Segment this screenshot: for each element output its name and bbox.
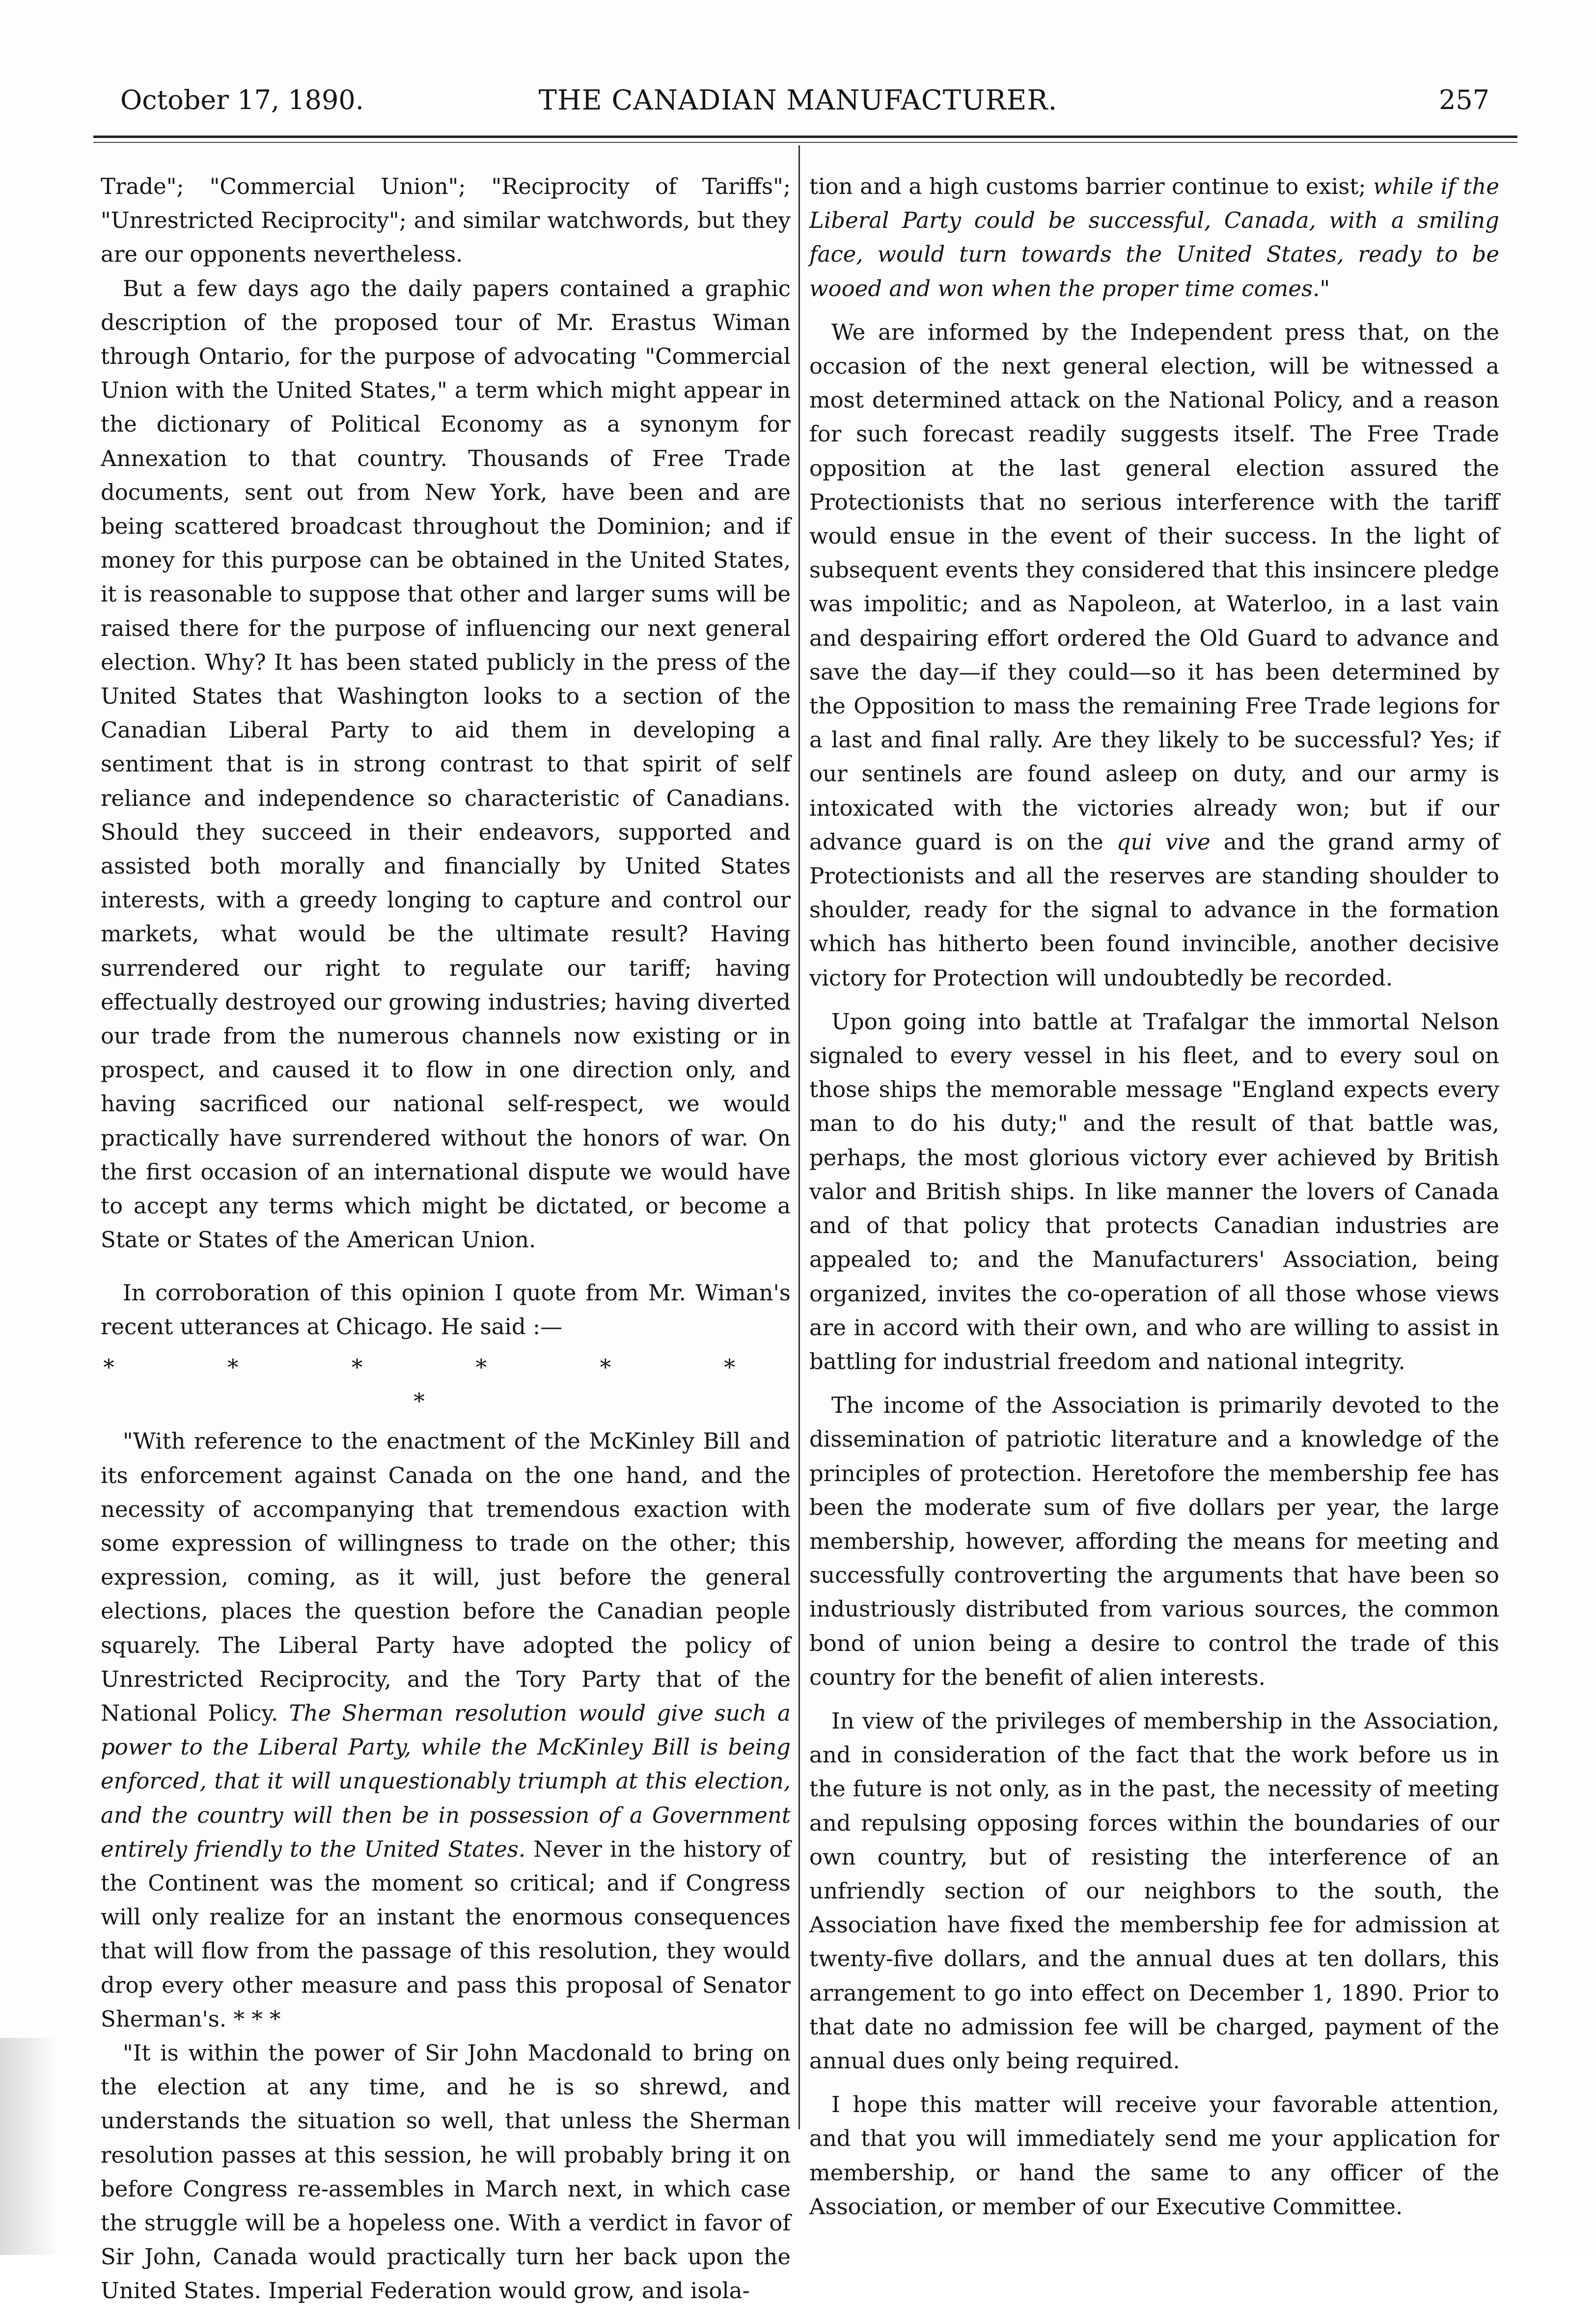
header-rule-thin [93, 142, 1517, 143]
left-paragraph-3: In corroboration of this opinion I quote from Mr. Wiman's recent utterances at Chicago. He said :— [101, 1279, 791, 1340]
left-paragraph-2: But a few days ago the daily papers contained a graphic description of the proposed tour of Mr. Erastus Wiman through Ontario, for the purpose of advocating "Commercial Union with the United States," a term which might appear in the dictionary of Political Economy as a synonym for Annexation to that country. Thousands of Free Trade documents, sent out from New York, have been and are being scattered broadcast throughout the Dominion; and if money for this purpose can be obtained in the United States, it is reasonable to suppose that other and larger sums will be raised there for the purpose of influencing our next general election. Why? It has been stated publicly in the press of the United States that Washington looks to a section of the Canadian Liberal Party to aid them in developing a sentiment that is in strong contrast to that spirit of self reliance and independence so characteristic of Canadians. Should they succeed in their endeavors, supported and assisted both morally and financially by United States interests, with a greedy longing to capture and control our markets, what would be the ultimate result? Having surrendered our right to regulate our tariff; having effectually destroyed our growing industries; having diverted our trade from the numerous channels now existing or in prospect, and caused it to flow in one direction only, and having sacrificed our national self-respect, we would practically have surrendered without the honors of war. On the first occasion of an international dispute we would have to accept any terms which might be dictated, or become a State or States of the American Union. [101, 275, 791, 1253]
right-paragraph-4: The income of the Association is primarily devoted to the dissemination of patriotic literature and a knowledge of the principles of protection. Heretofore the membership fee has been the moderate sum of five dollars per year, the large membership, however, affording the means for meeting and successfully controverting the arguments that have been so industriously distributed from various sources, the common bond of union being a desire to control the trade of this country for the benefit of alien interests. [809, 1392, 1499, 1690]
page-header [0, 0, 1596, 142]
left-column [101, 169, 791, 2308]
section-break-stars: * * * * * * * [103, 1354, 788, 1415]
publication-title: THE CANADIAN MANUFACTURER. [538, 84, 1058, 116]
right-paragraph-6: I hope this matter will receive your favorable attention, and that you will immediately send me your application for membership, or hand the same to any officer of the Association, or member of our Executive Committee. [809, 2091, 1499, 2220]
page-edge-shadow [0, 2038, 59, 2255]
left-paragraph-1: Trade"; "Commercial Union"; "Reciprocity of Tariffs"; "Unrestricted Reciprocity"; and similar watchwords, but they are our opponents nevertheless. [101, 173, 791, 268]
right-text-2a: We are informed by the Independent press that, on the occasion of the next general election, will be witnessed a most determined attack on the National Policy, and a reason for such forecast readily suggests itself. The Free Trade opposition at the last general election assured the Protectionists that no serious interference with the tariff would ensue in the event of their success. In the light of subsequent events they considered that this insincere pledge was impolitic; and as Napoleon, at Waterloo, in a last vain and despairing effort ordered the Old Guard to advance and save the day—if they could—so it has been determined by the Opposition to mass the remaining Free Trade legions for a last and final rally. Are they likely to be successful? Yes; if our sentinels are found asleep on duty, and our army is intoxicated with the victories already won; but if our advance guard is on the [809, 319, 1499, 855]
header-rule-thick [93, 136, 1517, 138]
right-text-2-italic: qui vive [1116, 828, 1211, 855]
right-text-2b: and the grand army of Protectionists and all the reserves are standing shoulder to shoulder, ready for the signal to advance in the formation which has hitherto been found invincible, another decisive victory for Protection will undoubtedly be recorded. [809, 828, 1499, 991]
right-paragraph-3: Upon going into battle at Trafalgar the immortal Nelson signaled to every vessel in his fleet, and to every soul on those ships the memorable message "England expects every man to do his duty;" and the result of that battle was, perhaps, the most glorious victory ever achieved by British valor and British ships. In like manner the lovers of Canada and of that policy that protects Canadian industries are appealed to; and the Manufacturers' Association, being organized, invites the co-operation of all those whose views are in accord with their own, and who are willing to assist in battling for industrial freedom and national integrity. [809, 1008, 1499, 1374]
column-divider [798, 145, 800, 2129]
page-number: 257 [1439, 84, 1490, 115]
left-paragraph-5: "It is within the power of Sir John Macdonald to bring on the election at any time, and he is so shrewd, and understands the situation so well, that unless the Sherman resolution passes at this session, he will probably bring it on before Congress re-assembles in March next, in which case the struggle will be a hopeless one. With a verdict in favor of Sir John, Canada would practically turn her back upon the United States. Imperial Federation would grow, and isola- [101, 2039, 791, 2304]
right-text-1b-italic: while if the Liberal Party could be successful, Canada, with a smiling face, would turn towards the United States, ready to be wooed and won when the proper time comes." [809, 173, 1499, 302]
right-column [809, 169, 1499, 2224]
right-paragraph-5: In view of the privileges of membership in the Association, and in consideration of the fact that the work before us in the future is not only, as in the past, the necessity of meeting and repulsing opposing forces within the boundaries of our own country, but of resisting the interference of an unfriendly section of our neighbors to the south, the Association have fixed the membership fee for admission at twenty-five dollars, and the annual dues at ten dollars, this arrangement to go into effect on December 1, 1890. Prior to that date no admission fee will be charged, payment of the annual dues only being required. [809, 1707, 1499, 2074]
right-paragraph-1 [809, 169, 1499, 305]
quote-text-italic: The Sherman resolution would give such a power to the Liberal Party, while the McKinley Bill is being enforced, that it will unquestionably triumph at this election, and the country will then be in possession of a Government entirely friendly to the United States. [101, 1700, 791, 1862]
right-text-1a: tion and a high customs barrier continue to exist; [809, 173, 1366, 199]
left-quote-paragraph [101, 1424, 791, 2036]
issue-date: October 17, 1890. [120, 84, 364, 115]
right-paragraph-2 [809, 315, 1499, 995]
quote-text-a: "With reference to the enactment of the McKinley Bill and its enforcement against Canada on the one hand, and the necessity of accompanying that tremendous exaction with some expression of willingness to trade on the other; this expression, coming, as it will, just before the general elections, places the question before the Canadian people squarely. The Liberal Party have adopted the policy of Unrestricted Reciprocity, and the Tory Party that of the National Policy. [101, 1428, 791, 1726]
quote-text-c: Never in the history of the Continent was the moment so critical; and if Congress will only realize for an instant the enormous consequences that will flow from the passage of this resolution, they would drop every other measure and pass this proposal of Senator Sherman's. [101, 1836, 791, 2032]
quote-stars: * * * [233, 2006, 281, 2032]
